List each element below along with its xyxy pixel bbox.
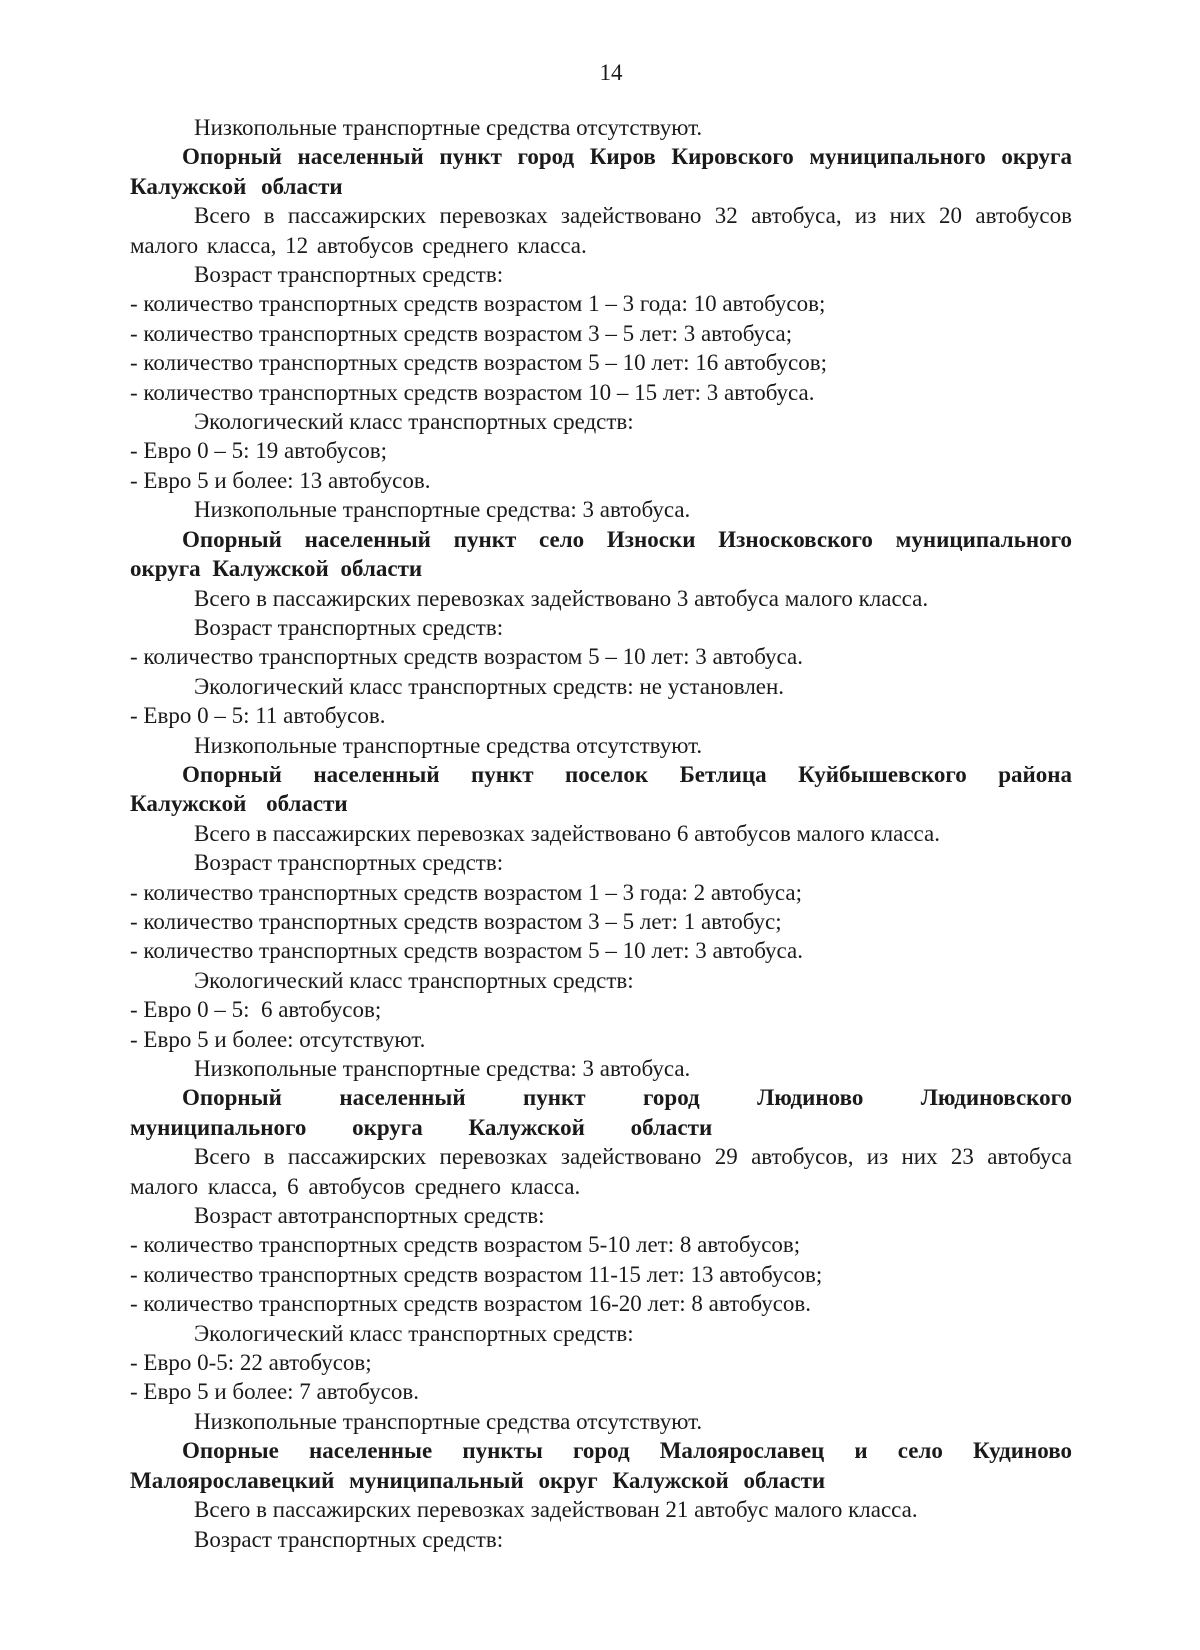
eco-item: - Евро 5 и более: отсутствуют. [130, 1026, 426, 1052]
section-total: Всего в пассажирских перевозках задействован 21 автобус малого класса. [194, 1497, 918, 1523]
section-heading: Опорный населенный пункт город Людиново Людиновского муниципального округа Калужской области [130, 1085, 1072, 1140]
age-title: Возраст транспортных средств: [194, 262, 504, 288]
low-floor: Низкопольные транспортные средства отсутствуют. [194, 732, 703, 758]
eco-item: - Евро 0 – 5: 11 автобусов. [130, 703, 386, 729]
eco-item: - Евро 0 – 5: 19 автобусов; [130, 438, 387, 464]
eco-title: Экологический класс транспортных средств: не установлен. [194, 673, 785, 699]
age-title: Возраст транспортных средств: [194, 1526, 504, 1552]
section-total: Всего в пассажирских перевозках задействовано 29 автобусов, из них 23 автобуса малого класса, 6 автобусов среднего класса. [130, 1144, 1072, 1199]
section-total: Всего в пассажирских перевозках задействовано 3 автобуса малого класса. [194, 585, 929, 611]
eco-title: Экологический класс транспортных средств: [194, 409, 634, 435]
age-item: - количество транспортных средств возрастом 1 – 3 года: 10 автобусов; [130, 291, 826, 317]
age-title: Возраст транспортных средств: [194, 614, 504, 640]
eco-title: Экологический класс транспортных средств: [194, 1320, 634, 1346]
age-item: - количество транспортных средств возрастом 5-10 лет: 8 автобусов; [130, 1232, 801, 1258]
low-floor: Низкопольные транспортные средства: 3 автобуса. [194, 1056, 691, 1081]
eco-item: - Евро 5 и более: 7 автобусов. [130, 1379, 419, 1405]
age-item: - количество транспортных средств возрастом 11-15 лет: 13 автобусов; [130, 1261, 823, 1287]
age-title: Возраст автотранспортных средств: [194, 1203, 545, 1229]
age-item: - количество транспортных средств возрастом 5 – 10 лет: 16 автобусов; [130, 350, 827, 376]
age-item: - количество транспортных средств возрастом 1 – 3 года: 2 автобуса; [130, 879, 802, 905]
section-total: Всего в пассажирских перевозках задействовано 32 автобуса, из них 20 автобусов малого класса, 12 автобусов среднего класса. [130, 203, 1072, 258]
section-maloyaroslavets [130, 1436, 1072, 1554]
eco-item: - Евро 0 – 5: 6 автобусов; [130, 997, 382, 1023]
section-heading: Опорный населенный пункт село Износки Износковского муниципального округа Калужской области [130, 526, 1072, 582]
page-number: 14 [599, 60, 623, 85]
section-betlitsa [130, 760, 1072, 1083]
age-title: Возраст транспортных средств: [194, 850, 504, 876]
section-heading: Опорный населенный пункт город Киров Кировского муниципального округа Калужской области [130, 144, 1072, 199]
section-heading: Опорные населенные пункты город Малоярославец и село Кудиново Малоярославецкий муниципальный округ Калужской области [130, 1438, 1072, 1493]
section-lyudinovo [130, 1083, 1072, 1436]
section-heading: Опорный населенный пункт поселок Бетлица Куйбышевского района Калужской области [130, 761, 1072, 817]
low-floor: Низкопольные транспортные средства: 3 автобуса. [194, 497, 691, 523]
intro-line: Низкопольные транспортные средства отсутствуют. [194, 115, 703, 140]
eco-title: Экологический класс транспортных средств: [194, 967, 634, 993]
age-item: - количество транспортных средств возрастом 5 – 10 лет: 3 автобуса. [130, 644, 803, 670]
section-iznoski [130, 525, 1072, 760]
section-kirov [130, 142, 1072, 524]
age-item: - количество транспортных средств возрастом 3 – 5 лет: 1 автобус; [130, 908, 782, 934]
age-item: - количество транспортных средств возрастом 16-20 лет: 8 автобусов. [130, 1291, 812, 1317]
eco-item: - Евро 0-5: 22 автобусов; [130, 1350, 372, 1376]
age-item: - количество транспортных средств возрастом 5 – 10 лет: 3 автобуса. [130, 938, 803, 964]
section-total: Всего в пассажирских перевозках задействовано 6 автобусов малого класса. [194, 820, 940, 846]
eco-item: - Евро 5 и более: 13 автобусов. [130, 467, 431, 493]
age-item: - количество транспортных средств возрастом 3 – 5 лет: 3 автобуса; [130, 320, 793, 346]
low-floor: Низкопольные транспортные средства отсутствуют. [194, 1408, 703, 1434]
age-item: - количество транспортных средств возрастом 10 – 15 лет: 3 автобуса. [130, 379, 815, 405]
